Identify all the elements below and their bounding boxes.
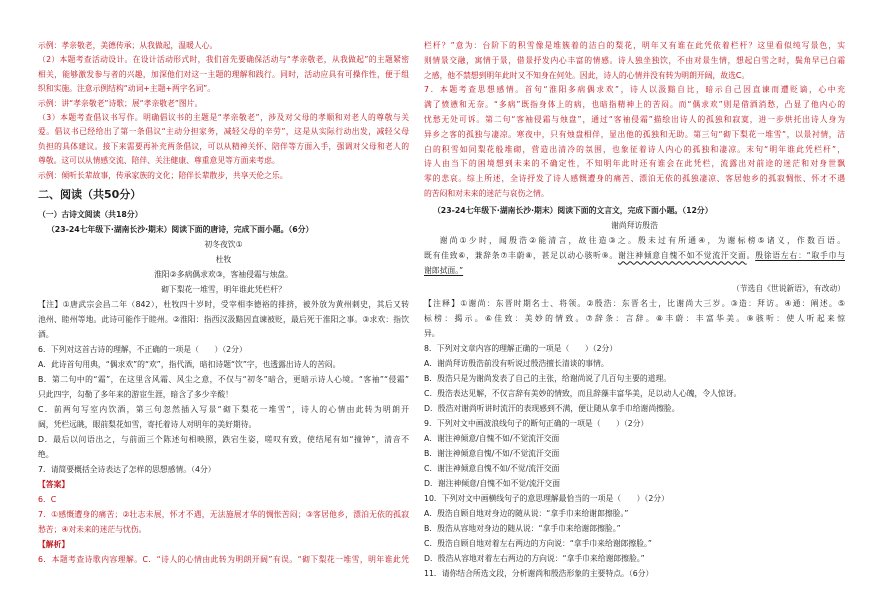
- left-column: [38, 39, 409, 567]
- analysis-line: （2）本题考查活动设计。在设计活动形式时，我们首先要确保活动与“孝亲敬老，从我做起”的主题紧密: [38, 55, 409, 65]
- analysis-line: （3）本题考查倡议书写作。明确倡议书的主题是“孝亲敬老”，涉及对父母的孝顺和对老人的尊敬与关: [38, 112, 409, 122]
- answer-line: 6．C: [38, 494, 57, 504]
- question-6-option-d: D．最后以问语出之，与前面三个陈述句相映照，跌宕生姿，嗟叹有致，使结尾有如“撞钟”，清音不: [38, 434, 409, 444]
- poem-line: 淮阳②多病偶求欢③，客袖侵霜与烛盘。: [154, 269, 293, 279]
- analysis-line: 示例：讲“孝亲敬老”诗歌；展“孝亲敬老”图片。: [38, 98, 203, 108]
- poem-line: 砌下梨花一堆雪，明年谁此凭栏杆？: [161, 284, 286, 294]
- analysis-line: 之感，他不禁想到明年此时又不知身在何处。因此，诗人的心情并没有转为明朗开阔，故选C。: [424, 70, 750, 80]
- passage-source: （节选自《世说新语》，有改动）: [731, 284, 845, 294]
- question-11-stem: 11．请你结合所选文段，分析谢尚和殷浩形象的主要特点。（6分）: [424, 569, 654, 579]
- analysis-line: 诗人由当下的困境想到未来的不确定性，不知明年此时还有谁会在此凭栏，流露出对前途的迷茫和对身世飘: [424, 159, 845, 169]
- subsection-heading: （一）古诗文阅读（共18分）: [38, 209, 143, 219]
- question-10-stem: 10．下列对文中画横线句子的意思理解最恰当的一项是（ ）（2分）: [424, 494, 669, 504]
- poem-note-line: 【注】①唐武宗会昌二年（842），杜牧四十岁时，受宰相李德裕的排挤，被外放为黄州刺史，其后又转: [38, 299, 409, 309]
- passage-note-line: 异。: [424, 329, 440, 339]
- question-9-stem: 9．下列对文中画波浪线句子的断句正确的一项是（ ）（2分）: [424, 419, 649, 429]
- underlined-sentence: 殷徐语左右：“取手巾与: [755, 251, 845, 261]
- wavy-underlined-sentence: 谢注神倾意自愧不如不觉流汗交面: [618, 251, 747, 261]
- question-10-option-a: A．殷浩自顾自地对身边的随从说：“拿手巾来给谢郎擦脸。”: [424, 509, 629, 519]
- passage-line: [424, 263, 845, 278]
- question-9-option-a: A．谢注神倾意/自愧不如/不觉流汗交面: [424, 434, 560, 444]
- answer-label: 【答案】: [38, 479, 70, 489]
- question-6-option-d: 绝。: [38, 449, 54, 459]
- question-8-stem: 8．下列对文章内容的理解正确的一项是（ ）（2分）: [424, 344, 618, 354]
- analysis-line: 尊敬。这可以从情感交流、陪伴、关注健康、尊重意见等方面来考虑。: [38, 156, 280, 166]
- section-heading: 二、阅读（共50分）: [38, 187, 142, 201]
- analysis-line: 7．本题考查思想感情。首句“淮阳多病偶求欢”，诗人以汲黯自比，暗示自己因直谏而遭贬谪，心中充: [424, 85, 845, 95]
- analysis-line: 织和实施。注意示例结构“动词+主题+两字名词”。: [38, 84, 216, 94]
- analysis-line: 白的积雪如同梨花般堆砌，营造出清冷的氛围，也象征着诗人内心的孤独和凄凉。末句“明年谁此凭栏杆”，: [424, 144, 845, 154]
- analysis-line: 相关，能够激发参与者的兴趣，加深他们对这一主题的理解和践行。同时，活动应具有可操作性，便于组: [38, 69, 409, 79]
- analysis-line: 爱。倡议书已经给出了第一条倡议“主动分担家务，减轻父母的辛劳”，这是从实际行动出发，减轻父母: [38, 127, 409, 137]
- question-9-option-d: D．谢注神倾意/自愧不如不觉/流汗交面: [424, 479, 561, 489]
- question-9-option-b: B．谢注神倾意自愧/不如/不觉流汗交面: [424, 449, 560, 459]
- analysis-line: 的苦闷和对未来的迷茫与哀伤之情。: [424, 188, 549, 198]
- analysis-line: 示例：倾听长辈故事，传承家族的文化；陪伴长辈散步，共享天伦之乐。: [38, 170, 288, 180]
- analysis-line: 6．本题考查诗歌内容理解。C．“诗人的心情由此转为明朗开阔”有误。“砌下梨花一堆雪，明年谁此凭: [38, 554, 409, 564]
- underlined-sentence: 谢郎拭面。”: [424, 266, 464, 276]
- poem-note-line: 酒。: [38, 329, 54, 339]
- right-column: [424, 39, 845, 581]
- analysis-line: 负担的具体建议。接下来需要再补充两条倡议，可以从精神关怀、陪伴等方面入手，强调对父母和老人的: [38, 141, 409, 151]
- poem-author: 杜牧: [215, 254, 232, 264]
- passage-line: [424, 248, 845, 263]
- passage-note-line: 【注释】①谢尚：东晋时期名士、将领。②殷浩：东晋名士，比谢尚大三岁。③造：拜访。④通：阐述。⑤: [424, 299, 845, 309]
- analysis-line: 忧愁无处可诉。第二句“客袖侵霜与烛盘”，通过“客袖侵霜”描绘出诗人的孤独和寂寞，进一步烘托出诗人身为: [424, 114, 845, 124]
- question-7-stem: 7．请简要概括全诗表达了怎样的思想感情。（4分）: [38, 464, 216, 474]
- poem-title: 初冬夜饮①: [204, 239, 243, 249]
- question-10-option-b: B．殷浩从容地对身边的随从说：“拿手巾来给谢郎擦脸。”: [424, 524, 621, 534]
- passage-note-line: 标榜：揭示。⑥佳致：美妙的情致。⑦辞条：言辞。⑧丰蔚：丰富华美。⑨骇听：使人听起来惊: [424, 314, 845, 324]
- question-8-option-d: D．殷浩对谢尚听讲时流汗的表现感到不满，便让随从拿手巾给谢尚擦脸。: [424, 404, 680, 414]
- question-6-stem: 6．下列对这首古诗的理解，不正确的一项是（ ）（2分）: [38, 344, 247, 354]
- question-8-option-b: B．殷浩只是为谢尚发表了自己的主张，给谢尚说了几百句主要的道理。: [424, 374, 672, 384]
- question-8-option-c: C．殷浩表达见解，不仅言辞有美妙的情致，而且辞藻丰富华美，足以动人心魄，令人惊讶。: [424, 389, 742, 399]
- question-10-option-c: C．殷浩自顾自地对着左右两边的方向说：“拿手巾来给谢郎擦脸。”: [424, 539, 652, 549]
- analysis-line: 异乡之客的孤独与凄凉。寒夜中，只有烛盘相伴，显出他的孤独和无助。第三句“砌下梨花一堆雪”，以景衬情，洁: [424, 129, 845, 139]
- passage-text: 。: [746, 251, 756, 261]
- passage-text: 既有佳致⑥，兼辞条⑦丰蔚⑧，甚足以动心骇听⑨。: [424, 251, 618, 261]
- question-6-option-c: C．前两句写室内饮酒，第三句忽然插入写景“砌下梨花一堆雪”，诗人的心情由此转为明朗开: [38, 404, 409, 414]
- analysis-line: 满了愤懑和无奈。“多病”既指身体上的病，也暗指精神上的苦闷。而“偶求欢”则是借酒消愁，凸显了他内心的: [424, 100, 845, 110]
- analysis-line: 则情景交融，寓情于景，借景抒发内心丰富的情感。诗人独坐独饮，不由对景生情，想起白雪之时，鬓角早已白霜: [424, 55, 845, 65]
- analysis-line: 示例：孝亲敬老，美德传承；从我做起，温暖人心。: [38, 41, 218, 50]
- question-9-option-c: C．谢注神倾意自愧不如/不觉/流汗交面: [424, 464, 560, 474]
- poem-question-header: （23-24七年级下·湖南长沙·期末）阅读下面的唐诗，完成下面小题。（6分）: [47, 224, 314, 234]
- classical-question-header: （23-24七年级下·湖南长沙·期末）阅读下面的文言文，完成下面小题。（12分）: [433, 206, 713, 216]
- question-6-option-b: 只此四字，勾勒了多年来的游宦生涯，暗含了多少辛酸！: [38, 389, 233, 399]
- question-8-option-a: A．谢尚拜访殷浩前没有听说过殷浩擅长清谈的事情。: [424, 359, 609, 369]
- question-6-option-b: B．第二句中的“霜”，在这里含风霜、风尘之意，不仅与“初冬”暗合，更暗示诗人心境。“客袖”“侵霜”: [38, 374, 409, 384]
- analysis-line: 栏杆？”意为：台阶下的积雪像是堆簇着的洁白的梨花，明年又有谁在此凭依着栏杆？这里看似纯写景色，实: [424, 41, 845, 50]
- answer-line: 愁苦；④对未来的迷茫与忧伤。: [38, 524, 147, 534]
- question-10-option-d: D．殷浩从容地对着左右两边的方向说：“拿手巾来给谢郎擦脸。”: [424, 554, 645, 564]
- analysis-label: 【解析】: [38, 539, 70, 549]
- poem-note-line: 池州、睦州等地。此诗可能作于睦州。②淮阳：指西汉汲黯因直谏被贬，最后死于淮阳之事。③求欢：指饮: [38, 314, 409, 324]
- passage-title: 谢尚拜访殷浩: [611, 221, 658, 231]
- analysis-line: 零的悲哀。综上所述，全诗抒发了诗人感慨遭身的痛苦、漂泊无依的孤独凄凉、客居他乡的孤寂惆怅、怀才不遇: [424, 174, 845, 184]
- passage-line: 谢尚①少时，闻殷浩②能清言，故往造③之。殷未过有所通④，为谢标榜⑤诸义，作数百语。: [439, 236, 845, 246]
- question-6-option-a: A．此诗首句用典，“偶求欢”的“欢”，指代酒，暗扣诗题“饮”字，也透露出诗人的苦闷。: [38, 359, 341, 369]
- answer-line: 7．①感慨遭身的痛苦；②壮志未展，怀才不遇，无法施展才华的惆怅苦闷；③客居他乡，漂泊无依的孤寂: [38, 509, 409, 519]
- question-6-option-c: 阔，凭栏远眺，眼前梨花如雪，寄托着诗人对明年的美好期待。: [38, 419, 257, 429]
